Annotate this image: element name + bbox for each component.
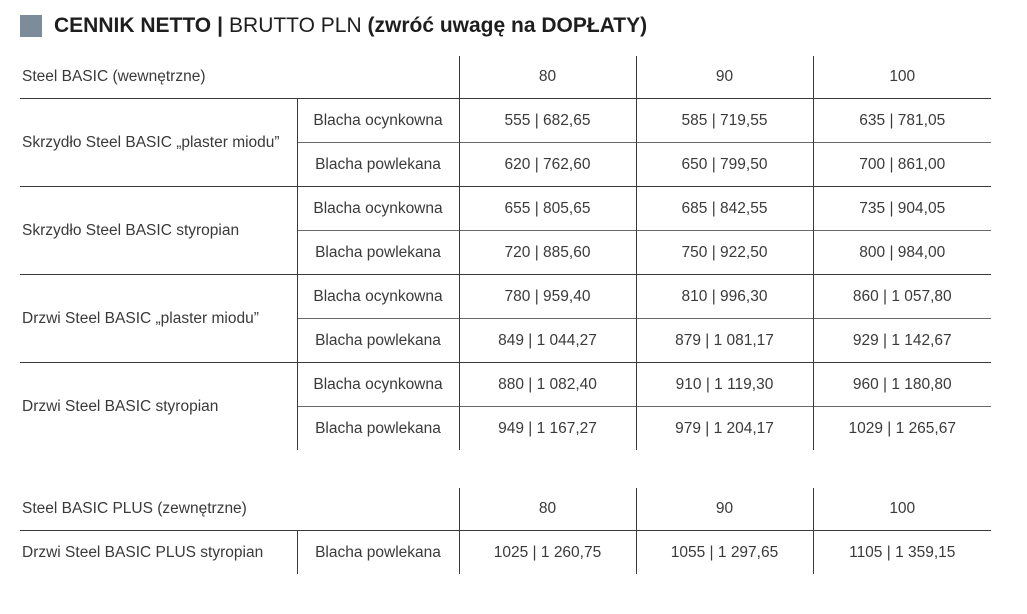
price-cell: 879 | 1 081,17 <box>636 319 813 363</box>
price-cell: 780 | 959,40 <box>459 275 636 319</box>
price-cell: 849 | 1 044,27 <box>459 319 636 363</box>
price-cell: 635 | 781,05 <box>813 99 991 143</box>
title-surcharge-note: (zwróć uwagę na DOPŁATY) <box>367 14 648 37</box>
size-header: 90 <box>636 56 813 99</box>
table-title: Steel BASIC PLUS (zewnętrzne) <box>22 500 247 517</box>
price-cell: 685 | 842,55 <box>636 187 813 231</box>
price-cell: 860 | 1 057,80 <box>813 275 991 319</box>
price-cell: 1025 | 1 260,75 <box>459 531 636 575</box>
finish-type: Blacha ocynkowna <box>297 187 459 231</box>
price-cell: 960 | 1 180,80 <box>813 363 991 407</box>
product-name: Drzwi Steel BASIC PLUS styropian <box>20 531 297 575</box>
price-cell: 650 | 799,50 <box>636 143 813 187</box>
title-gross-label: BRUTTO PLN <box>229 14 362 37</box>
price-cell: 929 | 1 142,67 <box>813 319 991 363</box>
price-cell: 750 | 922,50 <box>636 231 813 275</box>
price-cell: 555 | 682,65 <box>459 99 636 143</box>
finish-type: Blacha powlekana <box>297 143 459 187</box>
price-cell: 800 | 984,00 <box>813 231 991 275</box>
product-name: Skrzydło Steel BASIC styropian <box>20 187 297 275</box>
table-row <box>20 187 991 231</box>
price-cell: 585 | 719,55 <box>636 99 813 143</box>
price-table-basic <box>20 56 991 450</box>
price-cell: 720 | 885,60 <box>459 231 636 275</box>
title-net-label: CENNIK NETTO <box>54 14 212 37</box>
finish-type: Blacha powlekana <box>297 531 459 575</box>
title-separator: | <box>217 14 224 37</box>
finish-type: Blacha ocynkowna <box>297 363 459 407</box>
price-cell: 979 | 1 204,17 <box>636 407 813 451</box>
price-table-basic-plus <box>20 488 991 574</box>
price-cell: 1055 | 1 297,65 <box>636 531 813 575</box>
price-cell: 810 | 996,30 <box>636 275 813 319</box>
price-cell: 735 | 904,05 <box>813 187 991 231</box>
price-cell: 655 | 805,65 <box>459 187 636 231</box>
finish-type: Blacha powlekana <box>297 319 459 363</box>
finish-type: Blacha ocynkowna <box>297 99 459 143</box>
table-header-row <box>20 488 991 531</box>
product-name: Drzwi Steel BASIC styropian <box>20 363 297 451</box>
finish-type: Blacha powlekana <box>297 231 459 275</box>
size-header: 100 <box>813 56 991 99</box>
product-name: Skrzydło Steel BASIC „plaster miodu” <box>20 99 297 187</box>
size-header: 100 <box>813 488 991 531</box>
finish-type: Blacha powlekana <box>297 407 459 451</box>
price-cell: 880 | 1 082,40 <box>459 363 636 407</box>
size-header: 90 <box>636 488 813 531</box>
table-row <box>20 531 991 575</box>
price-cell: 1105 | 1 359,15 <box>813 531 991 575</box>
table-row <box>20 275 991 319</box>
price-cell: 700 | 861,00 <box>813 143 991 187</box>
size-header: 80 <box>459 488 636 531</box>
size-header: 80 <box>459 56 636 99</box>
price-cell: 1029 | 1 265,67 <box>813 407 991 451</box>
table-row <box>20 99 991 143</box>
finish-type: Blacha ocynkowna <box>297 275 459 319</box>
table-row <box>20 363 991 407</box>
table-header-row <box>20 56 991 99</box>
page-title <box>20 12 647 40</box>
title-square-marker <box>20 15 42 37</box>
price-cell: 910 | 1 119,30 <box>636 363 813 407</box>
price-cell: 620 | 762,60 <box>459 143 636 187</box>
table-title: Steel BASIC (wewnętrzne) <box>22 68 206 85</box>
product-name: Drzwi Steel BASIC „plaster miodu” <box>20 275 297 363</box>
price-cell: 949 | 1 167,27 <box>459 407 636 451</box>
